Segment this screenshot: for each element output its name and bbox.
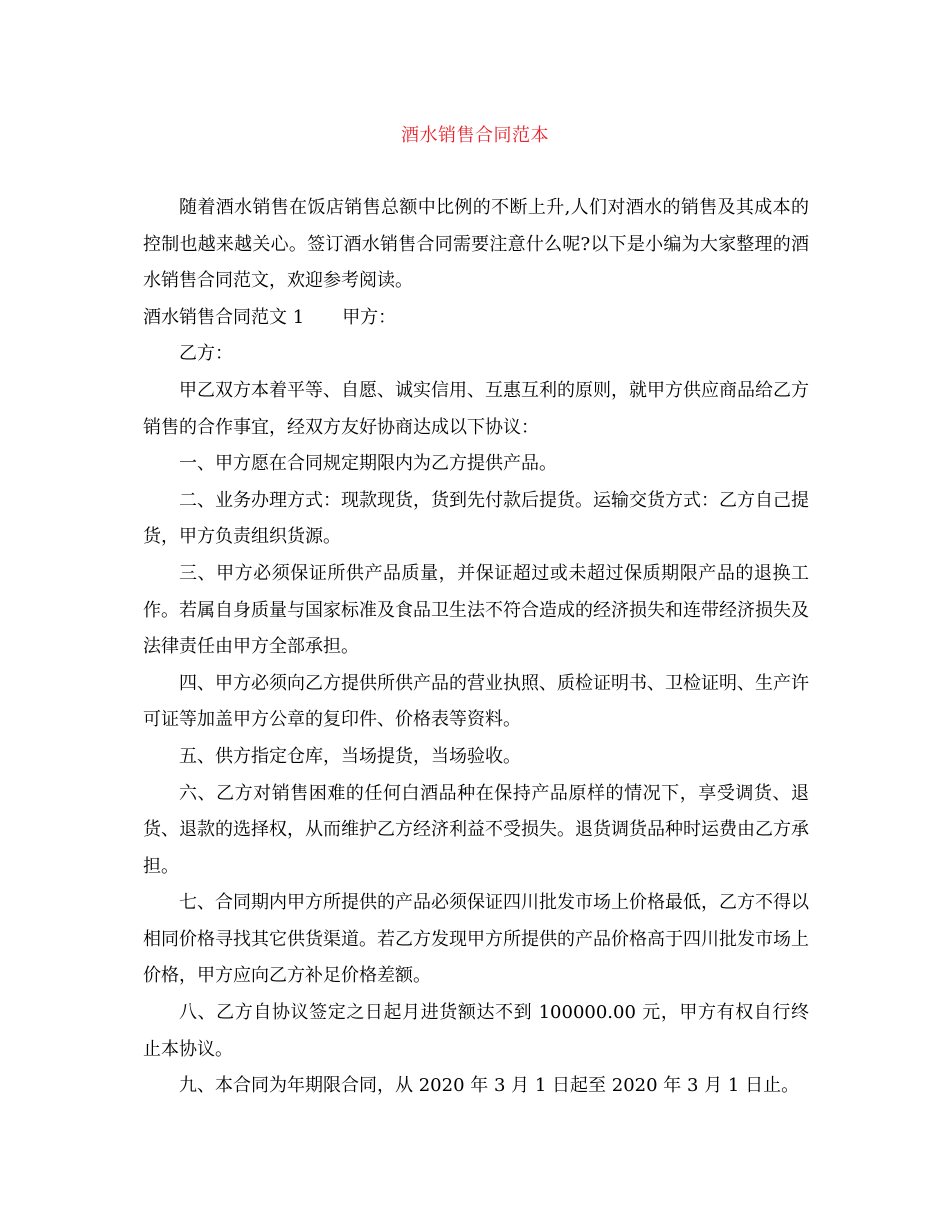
clause-8: 八、乙方自协议签定之日起月进货额达不到 100000.00 元，甲方有权自行终止本协议。 <box>143 1002 809 1060</box>
clause-5: 五、供方指定仓库，当场提货，当场验收。 <box>179 745 521 767</box>
party-b-label: 乙方： <box>179 343 233 365</box>
sample-heading: 酒水销售合同范文 1 <box>143 306 305 328</box>
clause-9: 九、本合同为年期限合同，从 2020 年 3 月 1 日起至 2020 年 3 月 1 日止。 <box>179 1075 800 1097</box>
clause-4: 四、甲方必须向乙方提供所供产品的营业执照、质检证明书、卫检证明、生产许可证等加盖甲方公章的复印件、价格表等资料。 <box>143 672 809 731</box>
clause-3: 三、甲方必须保证所供产品质量，并保证超过或未超过保质期限产品的退换工作。若属自身质量与国家标准及食品卫生法不符合造成的经济损失和连带经济损失及法律责任由甲方全部承担。 <box>143 562 809 658</box>
document-title: 酒水销售合同范本 <box>401 125 549 146</box>
clause-2: 二、业务办理方式：现款现货，货到先付款后提货。运输交货方式：乙方自己提货，甲方负责组织货源。 <box>143 489 809 548</box>
clause-6: 六、乙方对销售困难的任何白酒品种在保持产品原样的情况下，享受调货、退货、退款的选择权，从而维护乙方经济利益不受损失。退货调货品种时运费由乙方承担。 <box>143 782 809 877</box>
clause-7: 七、合同期内甲方所提供的产品必须保证四川批发市场上价格最低，乙方不得以相同价格寻找其它供货渠道。若乙方发现甲方所提供的产品价格高于四川批发市场上价格，甲方应向乙方补足价格差额。 <box>143 892 809 987</box>
party-a-label: 甲方： <box>342 306 397 328</box>
sample-heading-line <box>143 300 809 337</box>
intro-paragraph: 随着酒水销售在饭店销售总额中比例的不断上升,人们对酒水的销售及其成本的控制也越来越关心。签订酒水销售合同需要注意什么呢?以下是小编为大家整理的酒水销售合同范文，欢迎参考阅读。 <box>143 197 809 292</box>
document-body <box>143 190 809 1105</box>
clause-1: 一、甲方愿在合同规定期限内为乙方提供产品。 <box>179 453 557 475</box>
preamble-paragraph: 甲乙双方本着平等、自愿、诚实信用、互惠互利的原则，就甲方供应商品给乙方销售的合作事宜，经双方友好协商达成以下协议： <box>143 379 809 438</box>
